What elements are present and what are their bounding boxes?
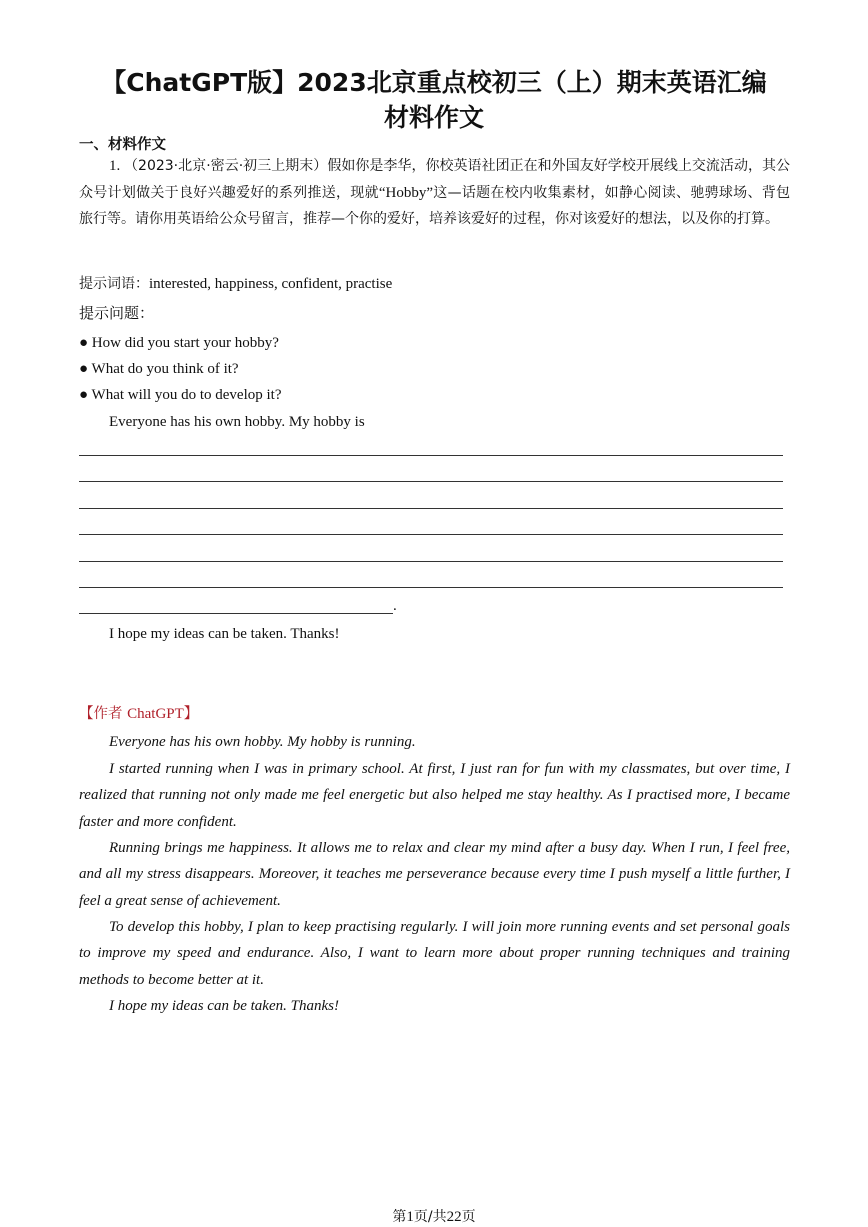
document-title-line-1: 【ChatGPT版】2023北京重点校初三（上）期末英语汇编 (101, 68, 767, 97)
writing-line[interactable] (79, 561, 783, 562)
document-title-line-2: 材料作文 (383, 103, 484, 132)
essay-paragraph: To develop this hobby, I plan to keep practising regularly. I will join more running events and set personal goals to improve my speed and endurance. Also, I want to learn more about proper running techniques and training methods to become better at it. (79, 919, 790, 988)
writing-line[interactable] (79, 508, 783, 509)
writing-line-period: . (393, 598, 397, 614)
page-suffix: 页 (461, 1209, 476, 1225)
author-bracket-close: 】 (183, 706, 199, 722)
page-middle: 页/共 (413, 1209, 447, 1225)
question-source: （2023·北京·密云·初三上期末） (124, 158, 328, 174)
hint-words-line (79, 274, 392, 294)
writing-line[interactable] (79, 534, 783, 535)
hint-question-item: ● What do you think of it? (79, 361, 239, 377)
essay-paragraph: I started running when I was in primary school. At first, I just ran for fun with my classmates, but over time, I realized that running not only made me feel energetic but also helped me stay healthy. As I practised more, I became faster and more confident. (79, 761, 790, 830)
author-label (79, 703, 198, 725)
essay-starter: Everyone has his own hobby. My hobby is (109, 414, 365, 430)
question-closing: I hope my ideas can be taken. Thanks! (109, 626, 340, 642)
essay-paragraph: I hope my ideas can be taken. Thanks! (109, 998, 339, 1014)
author-name: ChatGPT (127, 706, 184, 722)
hint-words: interested, happiness, confident, practise (149, 276, 393, 292)
author-bracket-open: 【作者 (79, 706, 123, 722)
writing-line[interactable] (79, 587, 783, 588)
hint-question-item: ● How did you start your hobby? (79, 335, 279, 351)
question-prompt-keyword: “Hobby” (378, 184, 434, 201)
page-total: 22 (446, 1209, 462, 1225)
hint-questions-label: 提示问题： (79, 304, 155, 322)
writing-line[interactable] (79, 613, 393, 614)
question-number: 1. (109, 158, 121, 174)
question-prompt-part2: 这—话题在校内收集素材，如静心阅读、驰骋球场、背包旅行等。请你用英语给公众号留言，推荐—个你的爱好，培养该爱好的过程，你对该爱好的想法，以及你的打算。 (79, 184, 791, 227)
hint-question-item: ● What will you do to develop it? (79, 387, 282, 403)
hint-words-label: 提示词语： (79, 276, 149, 292)
page-number: 1 (406, 1209, 414, 1225)
essay-paragraph: Running brings me happiness. It allows me to relax and clear my mind after a busy day. When I run, I feel free, and all my stress disappears. Moreover, it teaches me perseverance because every time I push myself a little further, I feel a great sense of achievement. (79, 840, 790, 909)
page-prefix: 第 (392, 1209, 407, 1225)
question-prompt-part1: 假如你是李华，你校英语社团正在和外国友好学校开展线上交流活动，其公众号计划做关于良好兴趣爱好的系列推送，现就 (79, 158, 791, 201)
essay-paragraph: Everyone has his own hobby. My hobby is running. (109, 734, 416, 750)
page-footer (0, 1207, 868, 1227)
writing-line[interactable] (79, 455, 783, 456)
question-prompt (79, 153, 790, 233)
section-heading: 一、材料作文 (79, 137, 166, 153)
writing-line[interactable] (79, 481, 783, 482)
